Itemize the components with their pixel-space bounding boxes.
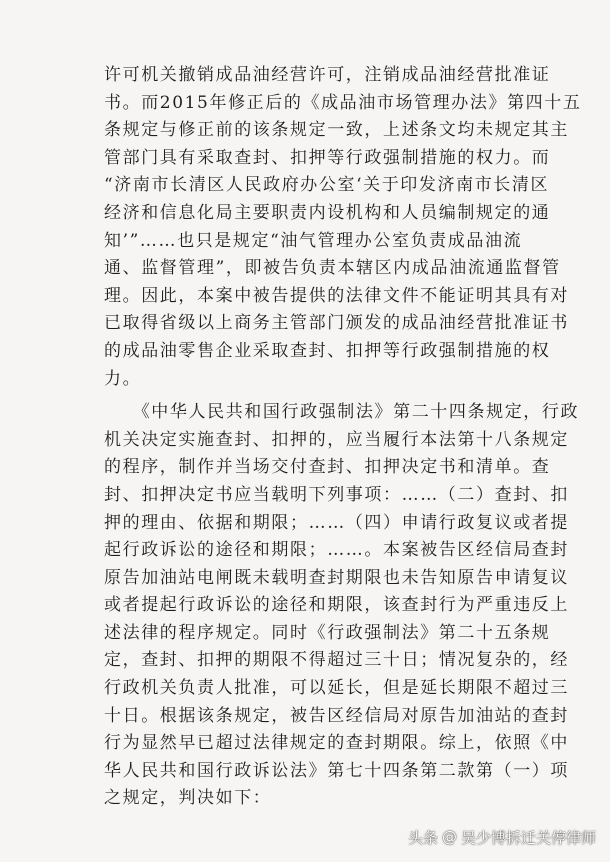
text-line: 条规定与修正前的该条规定一致，上述条文均未规定其主 bbox=[104, 120, 569, 141]
text-line: 许可机关撤销成品油经营许可，注销成品油经营批准证 bbox=[104, 65, 551, 85]
text-line: 行政机关负责人批准，可以延长，但是延长期限不超过三 bbox=[104, 678, 569, 699]
text-line: 封、扣押决定书应当载明下列事项：……（二）查封、扣 bbox=[104, 484, 569, 505]
text-line: 述法律的程序规定。同时《行政强制法》第二十五条规 bbox=[104, 622, 551, 643]
watermark-separator: @ bbox=[441, 828, 457, 846]
text-line: 经济和信息化局主要职责内设机构和人员编制规定的通 bbox=[104, 202, 551, 223]
text-line: 理。因此，本案中被告提供的法律文件不能证明其具有对 bbox=[104, 285, 569, 306]
text-line: 的成品油零售企业采取查封、扣押等行政强制措施的权 bbox=[104, 340, 551, 361]
watermark-author: 吴少博拆迁关停律师 bbox=[460, 828, 596, 847]
text-line: 已取得省级以上商务主管部门颁发的成品油经营批准证书 bbox=[104, 313, 569, 334]
text-line: 管部门具有采取查封、扣押等行政强制措施的权力。而 bbox=[104, 147, 551, 168]
watermark-platform: 头条 bbox=[407, 828, 438, 847]
watermark bbox=[408, 824, 596, 850]
text-line: 原告加油站电闸既未载明查封期限也未告知原告申请复议 bbox=[104, 567, 569, 588]
text-line: 之规定，判决如下： bbox=[104, 788, 272, 809]
text-line: 行为显然早已超过法律规定的查封期限。综上，依照《中 bbox=[104, 733, 569, 754]
text-line: 通、监督管理”，即被告负责本辖区内成品油流通监督管 bbox=[104, 258, 561, 279]
text-line: 的程序，制作并当场交付查封、扣押决定书和清单。查 bbox=[104, 457, 551, 478]
text-line: 押的理由、依据和期限；……（四）申请行政复议或者提 bbox=[104, 512, 569, 533]
text-line: 机关决定实施查封、扣押的，应当履行本法第十八条规定 bbox=[104, 429, 569, 450]
text-line: 定，查封、扣押的期限不得超过三十日；情况复杂的，经 bbox=[104, 650, 569, 671]
text-line: 或者提起行政诉讼的途径和期限，该查封行为严重违反上 bbox=[104, 595, 569, 616]
text-line: 华人民共和国行政诉讼法》第七十四条第二款第（一）项 bbox=[104, 760, 569, 781]
text-line: 《中华人民共和国行政强制法》第二十四条规定，行政 bbox=[104, 402, 580, 423]
text-line: “济南市长清区人民政府办公室‘关于印发济南市长清区 bbox=[104, 175, 550, 196]
text-line: 起行政诉讼的途径和期限；……。本案被告区经信局查封 bbox=[104, 540, 569, 561]
text-line: 书。而2015年修正后的《成品油市场管理办法》第四十五 bbox=[104, 92, 582, 113]
document-body bbox=[104, 62, 582, 813]
text-line: 力。 bbox=[104, 368, 142, 389]
text-line: 知’”……也只是规定“油气管理办公室负责成品油流 bbox=[104, 230, 523, 251]
text-line: 十日。根据该条规定，被告区经信局对原告加油站的查封 bbox=[104, 705, 569, 726]
